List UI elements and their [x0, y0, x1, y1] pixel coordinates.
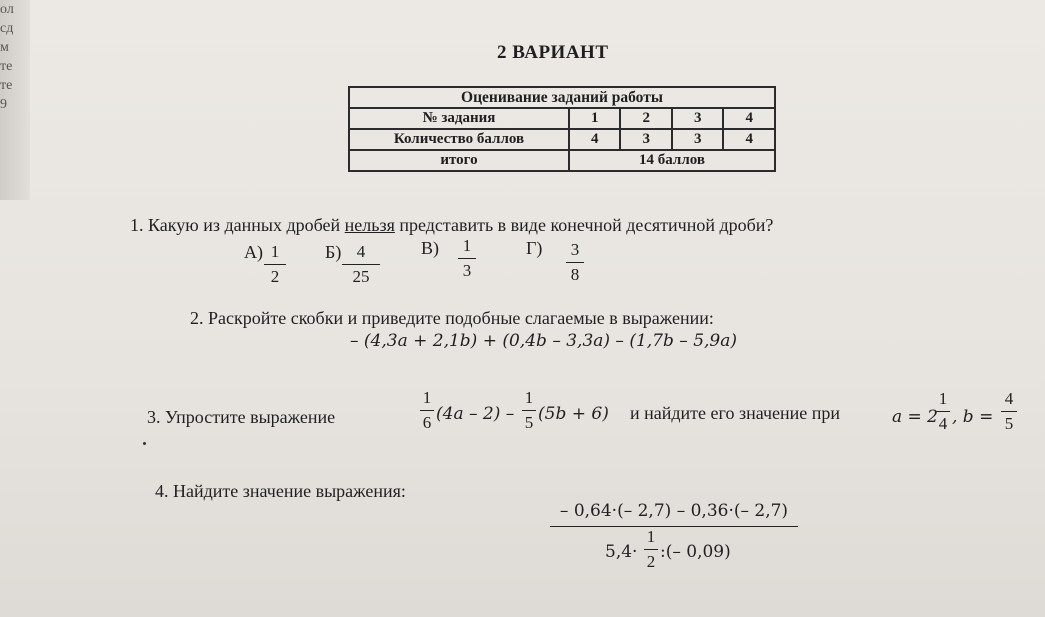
q4-denominator-fraction: 1 2 [644, 527, 658, 572]
page-title: 2 ВАРИАНТ [497, 42, 609, 63]
previous-page-text [0, 0, 22, 130]
option-d-label: Г) [526, 238, 543, 258]
q3-term-1: (4a – 2) – [436, 404, 515, 424]
question-2-expression: – (4,3a + 2,1b) + (0,4b – 3,3a) – (1,7b – 5,9a) [350, 331, 737, 351]
edge-letter: 9 [0, 97, 7, 112]
q3-a-fraction: 1 4 [936, 389, 950, 434]
total-value: 14 баллов [569, 150, 775, 171]
option-b-fraction: 4 25 [342, 242, 380, 287]
edge-letter: ол [0, 2, 14, 17]
points-label: Количество баллов [349, 129, 569, 150]
stray-dot [143, 442, 146, 445]
points-cell: 4 [723, 129, 775, 150]
option-a-fraction: 1 2 [264, 242, 286, 287]
question-3-text: 3. Упростите выражение [147, 407, 336, 427]
task-number-cell: 2 [620, 108, 671, 129]
option-b-label: Б) [325, 242, 342, 262]
option-c-fraction: 1 3 [458, 236, 476, 281]
edge-letter: м [0, 40, 9, 55]
option-c-label: В) [421, 238, 439, 258]
question-1-text: 1. Какую из данных дробей нельзя представить в виде конечной десятичной дроби? [130, 215, 774, 235]
question-2-text: 2. Раскройте скобки и приведите подобные слагаемые в выражении: [190, 308, 714, 328]
question-4-text: 4. Найдите значение выражения: [155, 481, 406, 501]
q4-denominator-left: 5,4· [605, 542, 638, 562]
total-label: итого [349, 150, 569, 171]
points-cell: 4 [569, 129, 620, 150]
q3-fraction-2: 1 5 [522, 388, 536, 433]
edge-letter: те [0, 78, 13, 93]
edge-letter: сд [0, 21, 14, 36]
q3-term-2: (5b + 6) [538, 404, 609, 424]
option-a-label: А) [244, 242, 263, 262]
q3-b-fraction: 4 5 [1001, 389, 1017, 434]
table-header: Оценивание заданий работы [349, 87, 775, 108]
q3-a-value: a = 2 [892, 407, 939, 427]
task-number-cell: 1 [569, 108, 620, 129]
option-d-fraction: 3 8 [566, 240, 584, 285]
q4-denominator-right: :(– 0,09) [660, 542, 731, 562]
emphasis-word: нельзя [344, 215, 395, 235]
task-number-cell: 3 [672, 108, 723, 129]
q3-b-label: , b = [952, 407, 994, 427]
points-cell: 3 [620, 129, 671, 150]
q4-numerator: – 0,64·(– 2,7) – 0,36·(– 2,7) [559, 501, 789, 521]
edge-letter: те [0, 59, 13, 74]
grading-table [348, 86, 776, 172]
task-number-cell: 4 [723, 108, 775, 129]
points-cell: 3 [672, 129, 723, 150]
q3-text-2: и найдите его значение при [630, 403, 841, 423]
q4-fraction-bar [550, 526, 798, 527]
task-number-label: № задания [349, 108, 569, 129]
q3-fraction-1: 1 6 [420, 388, 434, 433]
